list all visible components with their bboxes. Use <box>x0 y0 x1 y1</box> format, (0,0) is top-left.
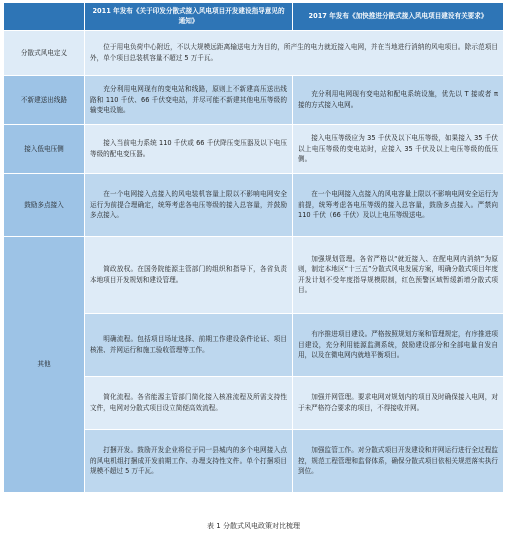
cell-2017: 加强并网管理。要求电网对规划内的项目及时确保接入电网，对于未严格符合要求的项目，不得接收并网。 <box>293 376 504 429</box>
row-label: 接入低电压侧 <box>4 124 85 173</box>
table-row-other <box>4 236 504 313</box>
cell-2011: 简政放权。在国务院能源主管部门的组织和指导下，各省负责本地项目开发规划和建设管理。 <box>85 236 293 313</box>
table-row-definition <box>4 30 504 75</box>
cell-2017: 接入电压等级应为 35 千伏及以下电压等级，如果接入 35 千伏以上电压等级的变电站时，应接入 35 千伏及以上电压等级的低压侧。 <box>293 124 504 173</box>
row-label: 不新建送出线路 <box>4 75 85 124</box>
cell-2017: 充分利用电网现有变电站和配电系统设施，优先以 T 接或者 π 接的方式接入电网。 <box>293 75 504 124</box>
table-row-multi-point <box>4 173 504 236</box>
table-row-no-new-lines <box>4 75 504 124</box>
header-corner-cell <box>4 3 85 31</box>
cell-2017: 有序推进项目建设。严格按照规划方案和管理规定，有序推进项目建设，充分利用能源监测系统，鼓励建设部分和全部电量自发自用，以及在微电网内就地平衡项目。 <box>293 313 504 376</box>
policy-comparison-table <box>3 2 504 493</box>
table-row-low-voltage <box>4 124 504 173</box>
cell-2011: 接入当前电力系统 110 千伏或 66 千伏降压变压器及以下电压等级的配电变压器。 <box>85 124 293 173</box>
row-label: 鼓励多点接入 <box>4 173 85 236</box>
table-header-row <box>4 3 504 31</box>
header-2011-policy: 2011 年发布《关于印发分散式接入风电项目开发建设指导意见的通知》 <box>85 3 293 31</box>
cell-2011: 明确流程。包括项目场址选择、前期工作建设条件论证、项目核准、并网运行和施工验收管理等工作。 <box>85 313 293 376</box>
row-label-other: 其他 <box>4 236 85 492</box>
header-2017-policy: 2017 年发布《加快推进分散式接入风电项目建设有关要求》 <box>293 3 504 31</box>
table-caption: 表 1 分散式风电政策对比梳理 <box>207 522 300 530</box>
cell-2011: 在一个电网接入点接入的风电装机容量上限以不影响电网安全运行为前提合理确定，统筹考虑各电压等级的接入总容量，并鼓励多点接入。 <box>85 173 293 236</box>
row-label: 分散式风电定义 <box>4 30 85 75</box>
cell-2011: 打捆开发。鼓励开发企业将位于同一县城内的多个电网接入点的风电机组打捆成开发前期工作、办理支持性文件。单个打捆项目规模不超过 5 万千瓦。 <box>85 429 293 492</box>
cell-2011: 充分利用电网现有的变电站和线路，原则上不新建高压送出线路和 110 千伏、66 千伏变电站，并尽可能不新建其他电压等级的输变电设施。 <box>85 75 293 124</box>
cell-2017: 在一个电网接入点接入的风电容量上限以不影响电网安全运行为前提，统筹考虑各电压等级的接入总容量，鼓励多点接入。严禁向 110 千伏（66 千伏）及以上电压等级送电。 <box>293 173 504 236</box>
cell-2017: 加强规划管理。各省严格以“就近接入、在配电网内消纳”为原则，制定本地区“十三五”分散式风电发展方案，明确分散式项目年度开发计划不受年度指导规模限制，红色预警区域暂缓新增分散式项目。 <box>293 236 504 313</box>
definition-cell: 位于用电负荷中心附近，不以大规模远距离输送电力为目的，所产生的电力就近接入电网，并在当地进行消纳的风电项目。除示范项目外，单个项目总装机容量不超过 5 万千瓦。 <box>85 30 504 75</box>
cell-2017: 加强监管工作。对分散式项目开发建设和并网运行进行全过程监控，规范工程管理和监督体系，确保分散式项目依相关规范落实执行到位。 <box>293 429 504 492</box>
cell-2011: 简化流程。各省能源主管部门简化接入核准流程及所需支持性文件，电网对分散式项目设立简便高效流程。 <box>85 376 293 429</box>
